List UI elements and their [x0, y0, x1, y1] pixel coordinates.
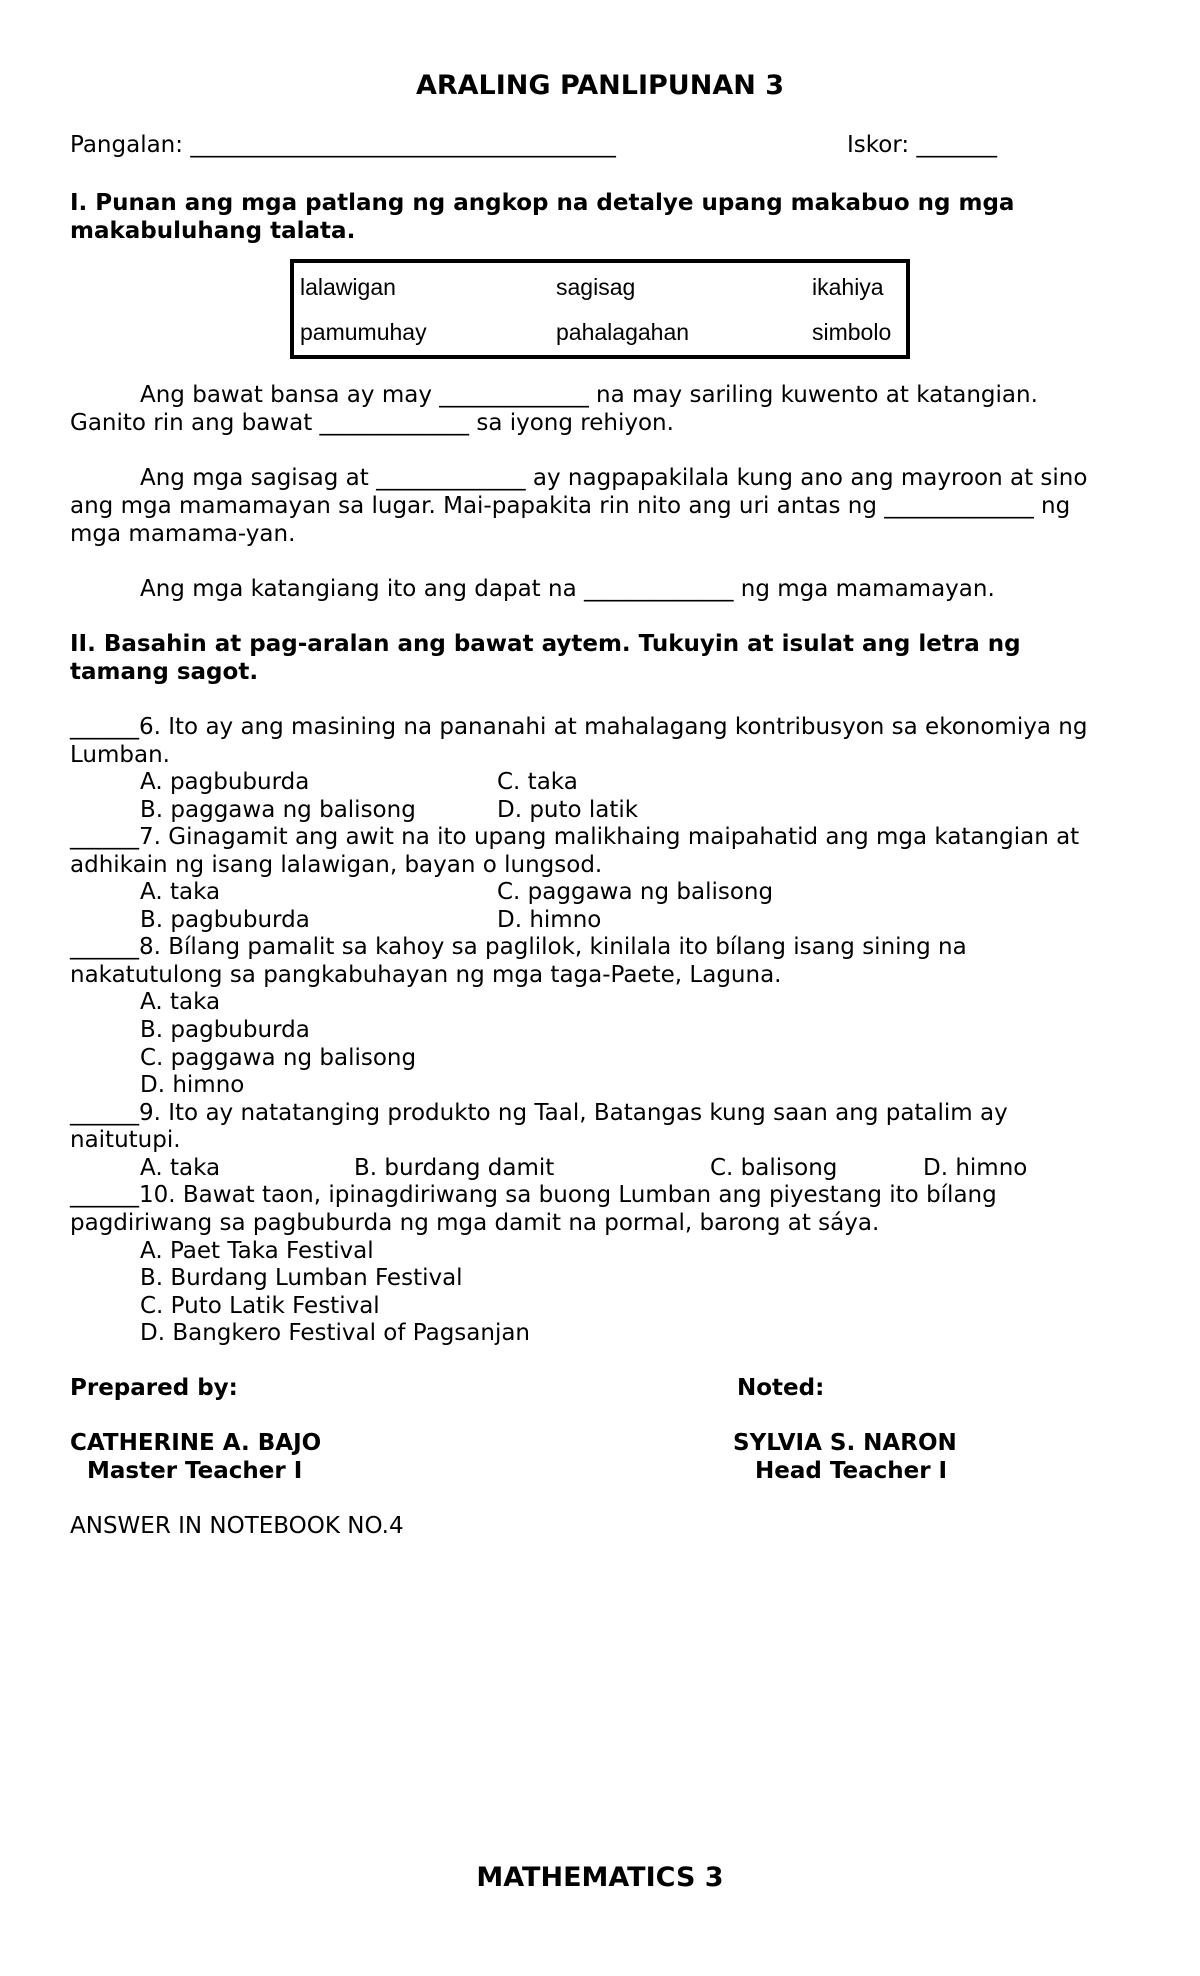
noted-label: Noted: [737, 1375, 825, 1401]
next-section-title: MATHEMATICS 3 [476, 1862, 724, 1893]
notebook-note: ANSWER IN NOTEBOOK NO.4 [70, 1513, 404, 1539]
preparer-title: Master Teacher I [87, 1458, 303, 1484]
word-bank-item: pamumuhay [300, 319, 427, 345]
word-bank [290, 259, 910, 359]
noter-title: Head Teacher I [755, 1458, 948, 1484]
choice: B. pagbuburda [140, 907, 310, 933]
word-bank-item: ikahiya [812, 274, 884, 300]
word-bank-item: pahalagahan [556, 319, 690, 345]
question-10-cont: pagdiriwang sa pagbuburda ng mga damit na pormal, barong at sáya. [70, 1210, 880, 1236]
question-9-cont: naitutupi. [70, 1127, 181, 1153]
name-field-label: Pangalan: _____________________________________ [70, 132, 616, 158]
choice: D. himno [923, 1155, 1028, 1181]
choice: A. pagbuburda [140, 769, 310, 795]
choice: C. paggawa ng balisong [140, 1045, 417, 1071]
choice: D. himno [140, 1072, 245, 1098]
part2-instruction: II. Basahin at pag-aralan ang bawat aytem. Tukuyin at isulat ang letra ng [70, 631, 1021, 657]
question-9: ______9. Ito ay natatanging produkto ng Taal, Batangas kung saan ang patalim ay [70, 1100, 1008, 1126]
page-title: ARALING PANLIPUNAN 3 [415, 70, 785, 101]
choice: B. Burdang Lumban Festival [140, 1265, 463, 1291]
word-bank-item: simbolo [812, 319, 892, 345]
paragraph-2-line: Ang mga sagisag at _____________ ay nagpapakilala kung ano ang mayroon at sino [140, 465, 1088, 491]
question-6: ______6. Ito ay ang masining na pananahi at mahalagang kontribusyon sa ekonomiya ng [70, 714, 1088, 740]
paragraph-2-line: ang mga mamamayan sa lugar. Mai-papakita rin nito ang uri antas ng _____________ ng [70, 493, 1071, 519]
choice: A. Paet Taka Festival [140, 1238, 374, 1264]
paragraph-2-line: mga mamama-yan. [70, 521, 296, 547]
choice: C. paggawa ng balisong [497, 879, 774, 905]
choice: B. burdang damit [354, 1155, 555, 1181]
question-10: ______10. Bawat taon, ipinagdiriwang sa buong Lumban ang piyestang ito bílang [70, 1182, 997, 1208]
word-bank-item: sagisag [556, 274, 636, 300]
choice: D. puto latik [497, 797, 639, 823]
paragraph-3-line: Ang mga katangiang ito ang dapat na _____________ ng mga mamamayan. [140, 576, 995, 602]
part2-instruction-cont: tamang sagot. [70, 659, 259, 685]
word-bank-item: lalawigan [300, 274, 396, 300]
choice: D. Bangkero Festival of Pagsanjan [140, 1320, 531, 1346]
question-8-cont: nakatutulong sa pangkabuhayan ng mga taga-Paete, Laguna. [70, 962, 782, 988]
noter-name: SYLVIA S. NARON [733, 1430, 957, 1456]
question-7: ______7. Ginagamit ang awit na ito upang malikhaing maipahatid ang mga katangian at [70, 824, 1080, 850]
choice: A. taka [140, 1155, 221, 1181]
paragraph-1-line: Ganito rin ang bawat _____________ sa iyong rehiyon. [70, 410, 674, 436]
choice: B. pagbuburda [140, 1017, 310, 1043]
question-8: ______8. Bílang pamalit sa kahoy sa paglilok, kinilala ito bílang isang sining na [70, 934, 967, 960]
choice: A. taka [140, 989, 221, 1015]
question-7-cont: adhikain ng isang lalawigan, bayan o lungsod. [70, 852, 603, 878]
prepared-by-label: Prepared by: [70, 1375, 238, 1401]
part1-instruction-cont: makabuluhang talata. [70, 218, 356, 244]
paragraph-1-line: Ang bawat bansa ay may _____________ na may sariling kuwento at katangian. [140, 382, 1038, 408]
preparer-name: CATHERINE A. BAJO [70, 1430, 322, 1456]
choice: D. himno [497, 907, 602, 933]
choice: A. taka [140, 879, 221, 905]
choice: B. paggawa ng balisong [140, 797, 416, 823]
question-6-cont: Lumban. [70, 742, 170, 768]
choice: C. taka [497, 769, 578, 795]
part1-instruction: I. Punan ang mga patlang ng angkop na detalye upang makabuo ng mga [70, 190, 1015, 216]
score-field-label: Iskor: _______ [847, 132, 997, 158]
choice: C. Puto Latik Festival [140, 1293, 380, 1319]
choice: C. balisong [710, 1155, 838, 1181]
